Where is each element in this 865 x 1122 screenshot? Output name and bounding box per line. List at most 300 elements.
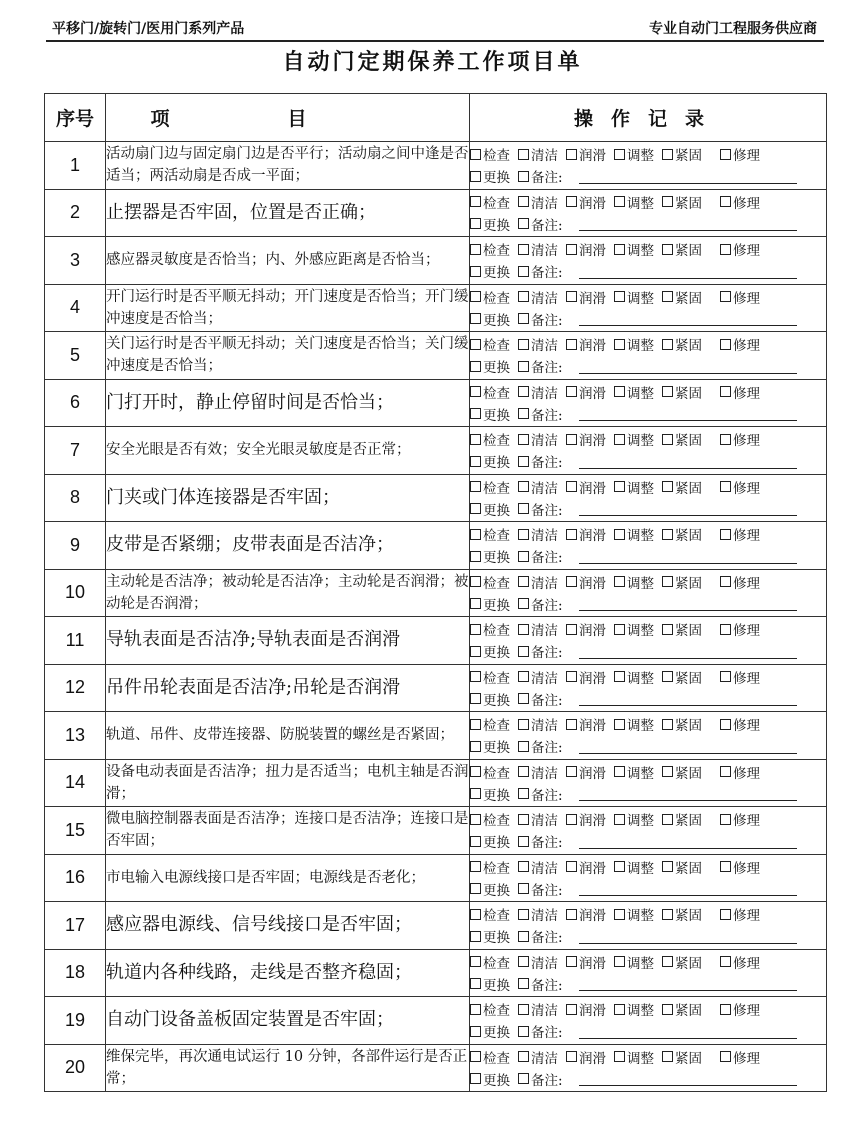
checkbox-icon[interactable]: [614, 624, 625, 635]
clean-option[interactable]: 清洁: [518, 144, 558, 164]
checkbox-icon[interactable]: [662, 291, 673, 302]
checkbox-icon[interactable]: [518, 503, 529, 514]
checkbox-icon[interactable]: [470, 693, 481, 704]
clean-option[interactable]: 清洁: [518, 714, 558, 734]
tighten-option[interactable]: 紧固: [662, 904, 702, 924]
check-option[interactable]: 检查: [470, 667, 510, 687]
checkbox-icon[interactable]: [566, 671, 577, 682]
checkbox-icon[interactable]: [720, 434, 731, 445]
check-option[interactable]: 检查: [470, 382, 510, 402]
note-option[interactable]: 备注:: [518, 356, 563, 376]
checkbox-icon[interactable]: [518, 149, 529, 160]
check-option[interactable]: 检查: [470, 857, 510, 877]
check-option[interactable]: 检查: [470, 287, 510, 307]
lubricate-option[interactable]: 润滑: [566, 809, 606, 829]
check-option[interactable]: 检查: [470, 904, 510, 924]
note-option[interactable]: 备注:: [518, 166, 563, 186]
note-input[interactable]: [579, 739, 797, 754]
checkbox-icon[interactable]: [518, 836, 529, 847]
checkbox-icon[interactable]: [566, 956, 577, 967]
check-option[interactable]: 检查: [470, 477, 510, 497]
lubricate-option[interactable]: 润滑: [566, 287, 606, 307]
clean-option[interactable]: 清洁: [518, 572, 558, 592]
repair-option[interactable]: 修理: [720, 857, 760, 877]
check-option[interactable]: 检查: [470, 999, 510, 1019]
checkbox-icon[interactable]: [614, 149, 625, 160]
note-option[interactable]: 备注:: [518, 831, 563, 851]
checkbox-icon[interactable]: [518, 814, 529, 825]
lubricate-option[interactable]: 润滑: [566, 192, 606, 212]
checkbox-icon[interactable]: [518, 931, 529, 942]
tighten-option[interactable]: 紧固: [662, 572, 702, 592]
checkbox-icon[interactable]: [614, 386, 625, 397]
check-option[interactable]: 检查: [470, 714, 510, 734]
lubricate-option[interactable]: 润滑: [566, 667, 606, 687]
adjust-option[interactable]: 调整: [614, 857, 654, 877]
note-input[interactable]: [579, 644, 797, 659]
checkbox-icon[interactable]: [566, 861, 577, 872]
clean-option[interactable]: 清洁: [518, 667, 558, 687]
checkbox-icon[interactable]: [566, 814, 577, 825]
checkbox-icon[interactable]: [518, 408, 529, 419]
lubricate-option[interactable]: 润滑: [566, 524, 606, 544]
adjust-option[interactable]: 调整: [614, 239, 654, 259]
checkbox-icon[interactable]: [470, 814, 481, 825]
lubricate-option[interactable]: 润滑: [566, 714, 606, 734]
tighten-option[interactable]: 紧固: [662, 762, 702, 782]
replace-option[interactable]: 更换: [470, 594, 510, 614]
checkbox-icon[interactable]: [470, 741, 481, 752]
adjust-option[interactable]: 调整: [614, 477, 654, 497]
checkbox-icon[interactable]: [720, 719, 731, 730]
checkbox-icon[interactable]: [470, 909, 481, 920]
checkbox-icon[interactable]: [720, 291, 731, 302]
checkbox-icon[interactable]: [566, 529, 577, 540]
checkbox-icon[interactable]: [518, 1004, 529, 1015]
repair-option[interactable]: 修理: [720, 762, 760, 782]
tighten-option[interactable]: 紧固: [662, 667, 702, 687]
checkbox-icon[interactable]: [518, 313, 529, 324]
checkbox-icon[interactable]: [518, 978, 529, 989]
checkbox-icon[interactable]: [518, 339, 529, 350]
replace-option[interactable]: 更换: [470, 784, 510, 804]
lubricate-option[interactable]: 润滑: [566, 952, 606, 972]
checkbox-icon[interactable]: [470, 456, 481, 467]
checkbox-icon[interactable]: [614, 956, 625, 967]
checkbox-icon[interactable]: [720, 196, 731, 207]
adjust-option[interactable]: 调整: [614, 334, 654, 354]
checkbox-icon[interactable]: [662, 814, 673, 825]
repair-option[interactable]: 修理: [720, 999, 760, 1019]
note-option[interactable]: 备注:: [518, 309, 563, 329]
checkbox-icon[interactable]: [470, 646, 481, 657]
note-option[interactable]: 备注:: [518, 594, 563, 614]
checkbox-icon[interactable]: [614, 196, 625, 207]
checkbox-icon[interactable]: [518, 671, 529, 682]
checkbox-icon[interactable]: [518, 719, 529, 730]
checkbox-icon[interactable]: [720, 861, 731, 872]
checkbox-icon[interactable]: [470, 978, 481, 989]
note-input[interactable]: [579, 264, 797, 279]
clean-option[interactable]: 清洁: [518, 382, 558, 402]
note-input[interactable]: [579, 976, 797, 991]
adjust-option[interactable]: 调整: [614, 952, 654, 972]
checkbox-icon[interactable]: [614, 339, 625, 350]
checkbox-icon[interactable]: [566, 386, 577, 397]
checkbox-icon[interactable]: [566, 909, 577, 920]
note-option[interactable]: 备注:: [518, 451, 563, 471]
checkbox-icon[interactable]: [662, 1051, 673, 1062]
note-option[interactable]: 备注:: [518, 689, 563, 709]
checkbox-icon[interactable]: [614, 481, 625, 492]
replace-option[interactable]: 更换: [470, 214, 510, 234]
replace-option[interactable]: 更换: [470, 309, 510, 329]
repair-option[interactable]: 修理: [720, 239, 760, 259]
tighten-option[interactable]: 紧固: [662, 192, 702, 212]
note-input[interactable]: [579, 169, 797, 184]
checkbox-icon[interactable]: [470, 503, 481, 514]
check-option[interactable]: 检查: [470, 952, 510, 972]
checkbox-icon[interactable]: [720, 529, 731, 540]
lubricate-option[interactable]: 润滑: [566, 1047, 606, 1067]
checkbox-icon[interactable]: [720, 1004, 731, 1015]
checkbox-icon[interactable]: [470, 218, 481, 229]
checkbox-icon[interactable]: [470, 339, 481, 350]
checkbox-icon[interactable]: [566, 244, 577, 255]
clean-option[interactable]: 清洁: [518, 857, 558, 877]
checkbox-icon[interactable]: [470, 624, 481, 635]
tighten-option[interactable]: 紧固: [662, 952, 702, 972]
checkbox-icon[interactable]: [720, 766, 731, 777]
checkbox-icon[interactable]: [518, 909, 529, 920]
lubricate-option[interactable]: 润滑: [566, 429, 606, 449]
clean-option[interactable]: 清洁: [518, 619, 558, 639]
checkbox-icon[interactable]: [518, 291, 529, 302]
checkbox-icon[interactable]: [470, 434, 481, 445]
clean-option[interactable]: 清洁: [518, 762, 558, 782]
replace-option[interactable]: 更换: [470, 974, 510, 994]
checkbox-icon[interactable]: [566, 1004, 577, 1015]
tighten-option[interactable]: 紧固: [662, 382, 702, 402]
replace-option[interactable]: 更换: [470, 404, 510, 424]
replace-option[interactable]: 更换: [470, 166, 510, 186]
replace-option[interactable]: 更换: [470, 451, 510, 471]
check-option[interactable]: 检查: [470, 192, 510, 212]
checkbox-icon[interactable]: [662, 1004, 673, 1015]
checkbox-icon[interactable]: [470, 598, 481, 609]
tighten-option[interactable]: 紧固: [662, 1047, 702, 1067]
checkbox-icon[interactable]: [470, 861, 481, 872]
replace-option[interactable]: 更换: [470, 926, 510, 946]
lubricate-option[interactable]: 润滑: [566, 477, 606, 497]
checkbox-icon[interactable]: [518, 218, 529, 229]
checkbox-icon[interactable]: [518, 1073, 529, 1084]
adjust-option[interactable]: 调整: [614, 192, 654, 212]
adjust-option[interactable]: 调整: [614, 572, 654, 592]
check-option[interactable]: 检查: [470, 1047, 510, 1067]
repair-option[interactable]: 修理: [720, 572, 760, 592]
checkbox-icon[interactable]: [518, 1051, 529, 1062]
checkbox-icon[interactable]: [518, 741, 529, 752]
repair-option[interactable]: 修理: [720, 952, 760, 972]
checkbox-icon[interactable]: [518, 171, 529, 182]
clean-option[interactable]: 清洁: [518, 999, 558, 1019]
tighten-option[interactable]: 紧固: [662, 857, 702, 877]
clean-option[interactable]: 清洁: [518, 952, 558, 972]
lubricate-option[interactable]: 润滑: [566, 619, 606, 639]
checkbox-icon[interactable]: [566, 624, 577, 635]
lubricate-option[interactable]: 润滑: [566, 572, 606, 592]
checkbox-icon[interactable]: [566, 576, 577, 587]
checkbox-icon[interactable]: [518, 883, 529, 894]
replace-option[interactable]: 更换: [470, 689, 510, 709]
checkbox-icon[interactable]: [614, 909, 625, 920]
checkbox-icon[interactable]: [614, 1004, 625, 1015]
checkbox-icon[interactable]: [720, 624, 731, 635]
checkbox-icon[interactable]: [720, 386, 731, 397]
tighten-option[interactable]: 紧固: [662, 619, 702, 639]
repair-option[interactable]: 修理: [720, 429, 760, 449]
checkbox-icon[interactable]: [720, 814, 731, 825]
checkbox-icon[interactable]: [662, 244, 673, 255]
adjust-option[interactable]: 调整: [614, 904, 654, 924]
checkbox-icon[interactable]: [518, 646, 529, 657]
checkbox-icon[interactable]: [518, 244, 529, 255]
replace-option[interactable]: 更换: [470, 641, 510, 661]
checkbox-icon[interactable]: [470, 196, 481, 207]
note-input[interactable]: [579, 929, 797, 944]
checkbox-icon[interactable]: [470, 956, 481, 967]
checkbox-icon[interactable]: [470, 883, 481, 894]
checkbox-icon[interactable]: [614, 1051, 625, 1062]
checkbox-icon[interactable]: [470, 1073, 481, 1084]
note-input[interactable]: [579, 596, 797, 611]
adjust-option[interactable]: 调整: [614, 1047, 654, 1067]
note-option[interactable]: 备注:: [518, 736, 563, 756]
checkbox-icon[interactable]: [518, 481, 529, 492]
check-option[interactable]: 检查: [470, 334, 510, 354]
note-option[interactable]: 备注:: [518, 641, 563, 661]
checkbox-icon[interactable]: [662, 386, 673, 397]
check-option[interactable]: 检查: [470, 762, 510, 782]
checkbox-icon[interactable]: [662, 529, 673, 540]
checkbox-icon[interactable]: [614, 291, 625, 302]
checkbox-icon[interactable]: [720, 244, 731, 255]
note-input[interactable]: [579, 691, 797, 706]
lubricate-option[interactable]: 润滑: [566, 144, 606, 164]
checkbox-icon[interactable]: [720, 671, 731, 682]
tighten-option[interactable]: 紧固: [662, 334, 702, 354]
adjust-option[interactable]: 调整: [614, 667, 654, 687]
checkbox-icon[interactable]: [470, 361, 481, 372]
checkbox-icon[interactable]: [614, 434, 625, 445]
checkbox-icon[interactable]: [470, 386, 481, 397]
checkbox-icon[interactable]: [614, 576, 625, 587]
check-option[interactable]: 检查: [470, 619, 510, 639]
note-input[interactable]: [579, 1071, 797, 1086]
adjust-option[interactable]: 调整: [614, 762, 654, 782]
checkbox-icon[interactable]: [518, 529, 529, 540]
repair-option[interactable]: 修理: [720, 287, 760, 307]
checkbox-icon[interactable]: [518, 624, 529, 635]
repair-option[interactable]: 修理: [720, 382, 760, 402]
note-input[interactable]: [579, 406, 797, 421]
checkbox-icon[interactable]: [470, 291, 481, 302]
checkbox-icon[interactable]: [470, 313, 481, 324]
note-option[interactable]: 备注:: [518, 926, 563, 946]
repair-option[interactable]: 修理: [720, 1047, 760, 1067]
clean-option[interactable]: 清洁: [518, 192, 558, 212]
adjust-option[interactable]: 调整: [614, 429, 654, 449]
tighten-option[interactable]: 紧固: [662, 477, 702, 497]
checkbox-icon[interactable]: [720, 481, 731, 492]
replace-option[interactable]: 更换: [470, 736, 510, 756]
lubricate-option[interactable]: 润滑: [566, 382, 606, 402]
check-option[interactable]: 检查: [470, 572, 510, 592]
check-option[interactable]: 检查: [470, 524, 510, 544]
checkbox-icon[interactable]: [566, 434, 577, 445]
checkbox-icon[interactable]: [614, 671, 625, 682]
note-input[interactable]: [579, 501, 797, 516]
check-option[interactable]: 检查: [470, 239, 510, 259]
note-option[interactable]: 备注:: [518, 499, 563, 519]
checkbox-icon[interactable]: [470, 481, 481, 492]
checkbox-icon[interactable]: [518, 1026, 529, 1037]
checkbox-icon[interactable]: [470, 766, 481, 777]
clean-option[interactable]: 清洁: [518, 477, 558, 497]
adjust-option[interactable]: 调整: [614, 809, 654, 829]
note-option[interactable]: 备注:: [518, 974, 563, 994]
checkbox-icon[interactable]: [566, 1051, 577, 1062]
tighten-option[interactable]: 紧固: [662, 144, 702, 164]
checkbox-icon[interactable]: [518, 456, 529, 467]
clean-option[interactable]: 清洁: [518, 334, 558, 354]
check-option[interactable]: 检查: [470, 809, 510, 829]
repair-option[interactable]: 修理: [720, 192, 760, 212]
checkbox-icon[interactable]: [470, 1051, 481, 1062]
checkbox-icon[interactable]: [470, 149, 481, 160]
note-input[interactable]: [579, 216, 797, 231]
adjust-option[interactable]: 调整: [614, 144, 654, 164]
adjust-option[interactable]: 调整: [614, 382, 654, 402]
note-option[interactable]: 备注:: [518, 546, 563, 566]
checkbox-icon[interactable]: [662, 434, 673, 445]
repair-option[interactable]: 修理: [720, 144, 760, 164]
checkbox-icon[interactable]: [518, 576, 529, 587]
repair-option[interactable]: 修理: [720, 477, 760, 497]
note-input[interactable]: [579, 359, 797, 374]
repair-option[interactable]: 修理: [720, 809, 760, 829]
checkbox-icon[interactable]: [470, 931, 481, 942]
checkbox-icon[interactable]: [518, 361, 529, 372]
checkbox-icon[interactable]: [720, 909, 731, 920]
checkbox-icon[interactable]: [470, 529, 481, 540]
checkbox-icon[interactable]: [518, 386, 529, 397]
checkbox-icon[interactable]: [662, 956, 673, 967]
checkbox-icon[interactable]: [518, 956, 529, 967]
checkbox-icon[interactable]: [566, 339, 577, 350]
checkbox-icon[interactable]: [566, 719, 577, 730]
checkbox-icon[interactable]: [566, 149, 577, 160]
replace-option[interactable]: 更换: [470, 499, 510, 519]
adjust-option[interactable]: 调整: [614, 287, 654, 307]
checkbox-icon[interactable]: [662, 481, 673, 492]
replace-option[interactable]: 更换: [470, 261, 510, 281]
checkbox-icon[interactable]: [720, 576, 731, 587]
checkbox-icon[interactable]: [470, 836, 481, 847]
replace-option[interactable]: 更换: [470, 1021, 510, 1041]
replace-option[interactable]: 更换: [470, 879, 510, 899]
tighten-option[interactable]: 紧固: [662, 429, 702, 449]
clean-option[interactable]: 清洁: [518, 239, 558, 259]
checkbox-icon[interactable]: [614, 766, 625, 777]
replace-option[interactable]: 更换: [470, 546, 510, 566]
checkbox-icon[interactable]: [662, 196, 673, 207]
repair-option[interactable]: 修理: [720, 524, 760, 544]
clean-option[interactable]: 清洁: [518, 524, 558, 544]
checkbox-icon[interactable]: [662, 861, 673, 872]
checkbox-icon[interactable]: [662, 339, 673, 350]
checkbox-icon[interactable]: [566, 291, 577, 302]
note-option[interactable]: 备注:: [518, 261, 563, 281]
repair-option[interactable]: 修理: [720, 334, 760, 354]
note-input[interactable]: [579, 786, 797, 801]
note-input[interactable]: [579, 881, 797, 896]
note-option[interactable]: 备注:: [518, 1021, 563, 1041]
checkbox-icon[interactable]: [470, 719, 481, 730]
clean-option[interactable]: 清洁: [518, 809, 558, 829]
checkbox-icon[interactable]: [518, 266, 529, 277]
checkbox-icon[interactable]: [470, 266, 481, 277]
checkbox-icon[interactable]: [720, 1051, 731, 1062]
check-option[interactable]: 检查: [470, 429, 510, 449]
checkbox-icon[interactable]: [662, 576, 673, 587]
checkbox-icon[interactable]: [662, 909, 673, 920]
adjust-option[interactable]: 调整: [614, 524, 654, 544]
checkbox-icon[interactable]: [518, 196, 529, 207]
tighten-option[interactable]: 紧固: [662, 999, 702, 1019]
note-input[interactable]: [579, 834, 797, 849]
checkbox-icon[interactable]: [470, 408, 481, 419]
tighten-option[interactable]: 紧固: [662, 239, 702, 259]
checkbox-icon[interactable]: [518, 766, 529, 777]
checkbox-icon[interactable]: [662, 624, 673, 635]
tighten-option[interactable]: 紧固: [662, 524, 702, 544]
adjust-option[interactable]: 调整: [614, 714, 654, 734]
checkbox-icon[interactable]: [662, 719, 673, 730]
checkbox-icon[interactable]: [470, 551, 481, 562]
checkbox-icon[interactable]: [566, 766, 577, 777]
checkbox-icon[interactable]: [662, 766, 673, 777]
lubricate-option[interactable]: 润滑: [566, 762, 606, 782]
clean-option[interactable]: 清洁: [518, 429, 558, 449]
checkbox-icon[interactable]: [470, 788, 481, 799]
replace-option[interactable]: 更换: [470, 831, 510, 851]
checkbox-icon[interactable]: [614, 719, 625, 730]
repair-option[interactable]: 修理: [720, 619, 760, 639]
lubricate-option[interactable]: 润滑: [566, 334, 606, 354]
adjust-option[interactable]: 调整: [614, 999, 654, 1019]
tighten-option[interactable]: 紧固: [662, 809, 702, 829]
checkbox-icon[interactable]: [518, 434, 529, 445]
lubricate-option[interactable]: 润滑: [566, 904, 606, 924]
checkbox-icon[interactable]: [720, 149, 731, 160]
checkbox-icon[interactable]: [614, 244, 625, 255]
checkbox-icon[interactable]: [470, 171, 481, 182]
lubricate-option[interactable]: 润滑: [566, 999, 606, 1019]
checkbox-icon[interactable]: [518, 693, 529, 704]
checkbox-icon[interactable]: [566, 481, 577, 492]
